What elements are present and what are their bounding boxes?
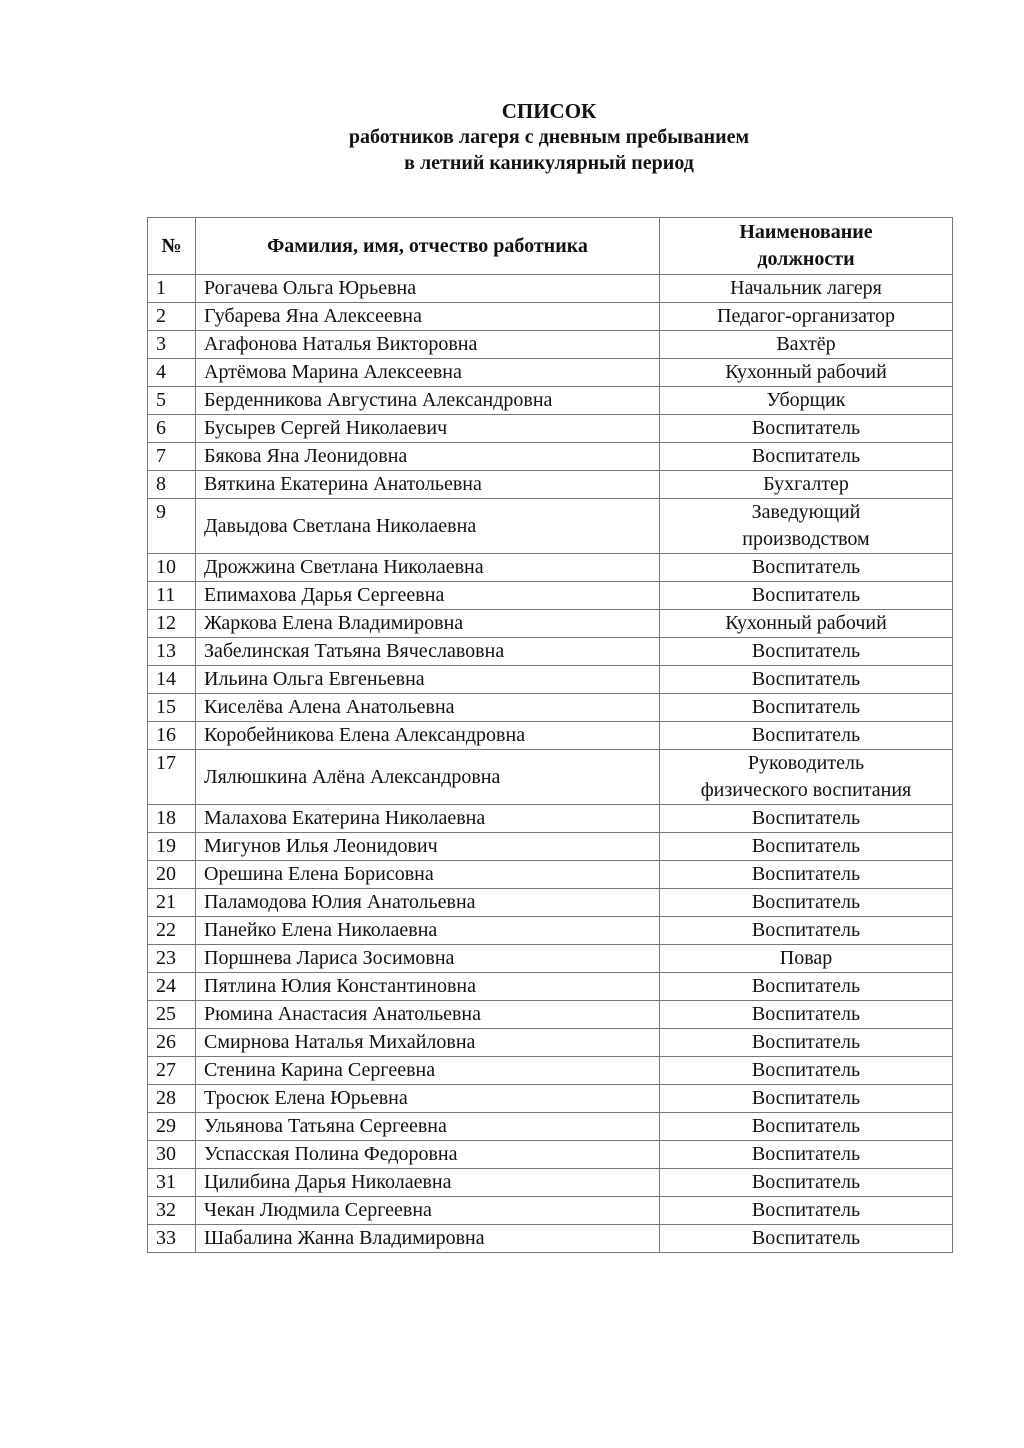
- employee-name: Чекан Людмила Сергеевна: [196, 1197, 660, 1225]
- employee-position: Воспитатель: [660, 666, 953, 694]
- row-number: 7: [148, 443, 196, 471]
- row-number: 16: [148, 722, 196, 750]
- employee-name: Дрожжина Светлана Николаевна: [196, 554, 660, 582]
- table-row: [148, 415, 953, 443]
- table-row: [148, 1169, 953, 1197]
- row-number: 2: [148, 303, 196, 331]
- employee-name: Коробейникова Елена Александровна: [196, 722, 660, 750]
- position-line-1: Руководитель: [747, 752, 865, 774]
- employee-position: Воспитатель: [660, 1197, 953, 1225]
- table-row: [148, 275, 953, 303]
- employee-name: Лялюшкина Алёна Александровна: [196, 750, 660, 805]
- table-row: [148, 1085, 953, 1113]
- table-body: [148, 275, 953, 1253]
- employee-position: Воспитатель: [660, 415, 953, 443]
- employee-position: Воспитатель: [660, 889, 953, 917]
- table-row: [148, 1057, 953, 1085]
- document-title-block: [0, 98, 1024, 176]
- row-number: 32: [148, 1197, 196, 1225]
- employee-position: Начальник лагеря: [660, 275, 953, 303]
- employee-name: Мигунов Илья Леонидович: [196, 833, 660, 861]
- table-row: [148, 638, 953, 666]
- staff-table: [147, 217, 953, 1253]
- employee-position: [660, 750, 953, 805]
- employee-name: Успасская Полина Федоровна: [196, 1141, 660, 1169]
- row-number: 5: [148, 387, 196, 415]
- employee-name: Поршнева Лариса Зосимовна: [196, 945, 660, 973]
- employee-position: Воспитатель: [660, 861, 953, 889]
- row-number: 6: [148, 415, 196, 443]
- table-row: [148, 750, 953, 805]
- table-row: [148, 1001, 953, 1029]
- position-line-1: Заведующий: [751, 501, 861, 523]
- employee-position: Воспитатель: [660, 1085, 953, 1113]
- employee-name: Епимахова Дарья Сергеевна: [196, 582, 660, 610]
- employee-name: Орешина Елена Борисовна: [196, 861, 660, 889]
- header-position-line-1: Наименование: [739, 221, 873, 243]
- row-number: 8: [148, 471, 196, 499]
- employee-name: Давыдова Светлана Николаевна: [196, 499, 660, 554]
- employee-position: Воспитатель: [660, 973, 953, 1001]
- employee-name: Ульянова Татьяна Сергеевна: [196, 1113, 660, 1141]
- row-number: 21: [148, 889, 196, 917]
- employee-name: Артёмова Марина Алексеевна: [196, 359, 660, 387]
- employee-position: Уборщик: [660, 387, 953, 415]
- employee-name: Рюмина Анастасия Анатольевна: [196, 1001, 660, 1029]
- table-row: [148, 861, 953, 889]
- row-number: 29: [148, 1113, 196, 1141]
- employee-position: Воспитатель: [660, 694, 953, 722]
- employee-name: Тросюк Елена Юрьевна: [196, 1085, 660, 1113]
- table-row: [148, 499, 953, 554]
- employee-position: Воспитатель: [660, 1169, 953, 1197]
- row-number: 13: [148, 638, 196, 666]
- employee-name: Стенина Карина Сергеевна: [196, 1057, 660, 1085]
- employee-name: Пятлина Юлия Константиновна: [196, 973, 660, 1001]
- employee-name: Киселёва Алена Анатольевна: [196, 694, 660, 722]
- employee-name: Бякова Яна Леонидовна: [196, 443, 660, 471]
- table-row: [148, 973, 953, 1001]
- row-number: 14: [148, 666, 196, 694]
- document-title: СПИСОК: [501, 99, 597, 123]
- employee-position: Воспитатель: [660, 722, 953, 750]
- row-number: 24: [148, 973, 196, 1001]
- table-row: [148, 694, 953, 722]
- row-number: 28: [148, 1085, 196, 1113]
- employee-position: Воспитатель: [660, 1057, 953, 1085]
- row-number: 31: [148, 1169, 196, 1197]
- row-number: 9: [148, 499, 196, 554]
- row-number: 19: [148, 833, 196, 861]
- table-row: [148, 331, 953, 359]
- employee-position: Воспитатель: [660, 1029, 953, 1057]
- employee-name: Агафонова Наталья Викторовна: [196, 331, 660, 359]
- employee-name: Шабалина Жанна Владимировна: [196, 1225, 660, 1253]
- employee-name: Жаркова Елена Владимировна: [196, 610, 660, 638]
- table-row: [148, 889, 953, 917]
- employee-position: Бухгалтер: [660, 471, 953, 499]
- table-row: [148, 443, 953, 471]
- table-row: [148, 1197, 953, 1225]
- employee-position: Воспитатель: [660, 805, 953, 833]
- employee-position: Воспитатель: [660, 443, 953, 471]
- employee-position: Воспитатель: [660, 833, 953, 861]
- employee-name: Смирнова Наталья Михайловна: [196, 1029, 660, 1057]
- row-number: 11: [148, 582, 196, 610]
- row-number: 33: [148, 1225, 196, 1253]
- header-position-line-2: должности: [757, 248, 855, 270]
- table-row: [148, 582, 953, 610]
- row-number: 10: [148, 554, 196, 582]
- employee-position: Кухонный рабочий: [660, 359, 953, 387]
- employee-name: Малахова Екатерина Николаевна: [196, 805, 660, 833]
- employee-position: [660, 499, 953, 554]
- row-number: 1: [148, 275, 196, 303]
- position-line-2: производством: [742, 528, 870, 550]
- employee-position: Воспитатель: [660, 1113, 953, 1141]
- employee-name: Берденникова Августина Александровна: [196, 387, 660, 415]
- employee-position: Воспитатель: [660, 638, 953, 666]
- row-number: 26: [148, 1029, 196, 1057]
- table-row: [148, 833, 953, 861]
- row-number: 27: [148, 1057, 196, 1085]
- table-row: [148, 722, 953, 750]
- document-subtitle-line-2: в летний каникулярный период: [404, 152, 694, 174]
- table-row: [148, 805, 953, 833]
- row-number: 25: [148, 1001, 196, 1029]
- table-row: [148, 1029, 953, 1057]
- table-row: [148, 1225, 953, 1253]
- employee-name: Ильина Ольга Евгеньевна: [196, 666, 660, 694]
- table-row: [148, 610, 953, 638]
- table-row: [148, 1141, 953, 1169]
- employee-name: Цилибина Дарья Николаевна: [196, 1169, 660, 1197]
- table-row: [148, 1113, 953, 1141]
- table-row: [148, 359, 953, 387]
- employee-position: Воспитатель: [660, 917, 953, 945]
- employee-position: Кухонный рабочий: [660, 610, 953, 638]
- header-number: №: [148, 218, 196, 275]
- employee-name: Рогачева Ольга Юрьевна: [196, 275, 660, 303]
- row-number: 15: [148, 694, 196, 722]
- table-row: [148, 303, 953, 331]
- employee-position: Воспитатель: [660, 1225, 953, 1253]
- table-row: [148, 471, 953, 499]
- employee-name: Панейко Елена Николаевна: [196, 917, 660, 945]
- employee-position: Воспитатель: [660, 1001, 953, 1029]
- table-row: [148, 945, 953, 973]
- employee-position: Педагог-организатор: [660, 303, 953, 331]
- employee-name: Бусырев Сергей Николаевич: [196, 415, 660, 443]
- table-row: [148, 554, 953, 582]
- row-number: 4: [148, 359, 196, 387]
- employee-name: Паламодова Юлия Анатольевна: [196, 889, 660, 917]
- employee-name: Забелинская Татьяна Вячеславовна: [196, 638, 660, 666]
- document-subtitle-line-1: работников лагеря с дневным пребыванием: [348, 126, 750, 148]
- employee-position: Повар: [660, 945, 953, 973]
- employee-name: Вяткина Екатерина Анатольевна: [196, 471, 660, 499]
- employee-position: Вахтёр: [660, 331, 953, 359]
- employee-position: Воспитатель: [660, 554, 953, 582]
- row-number: 22: [148, 917, 196, 945]
- row-number: 23: [148, 945, 196, 973]
- row-number: 30: [148, 1141, 196, 1169]
- table-row: [148, 666, 953, 694]
- table-row: [148, 387, 953, 415]
- employee-name: Губарева Яна Алексеевна: [196, 303, 660, 331]
- position-line-2: физического воспитания: [700, 779, 912, 801]
- employee-position: Воспитатель: [660, 582, 953, 610]
- row-number: 12: [148, 610, 196, 638]
- employee-position: Воспитатель: [660, 1141, 953, 1169]
- row-number: 20: [148, 861, 196, 889]
- table-row: [148, 917, 953, 945]
- header-full-name: Фамилия, имя, отчество работника: [196, 218, 660, 275]
- row-number: 3: [148, 331, 196, 359]
- table-header-row: [148, 218, 953, 275]
- row-number: 17: [148, 750, 196, 805]
- row-number: 18: [148, 805, 196, 833]
- header-position: [660, 218, 953, 275]
